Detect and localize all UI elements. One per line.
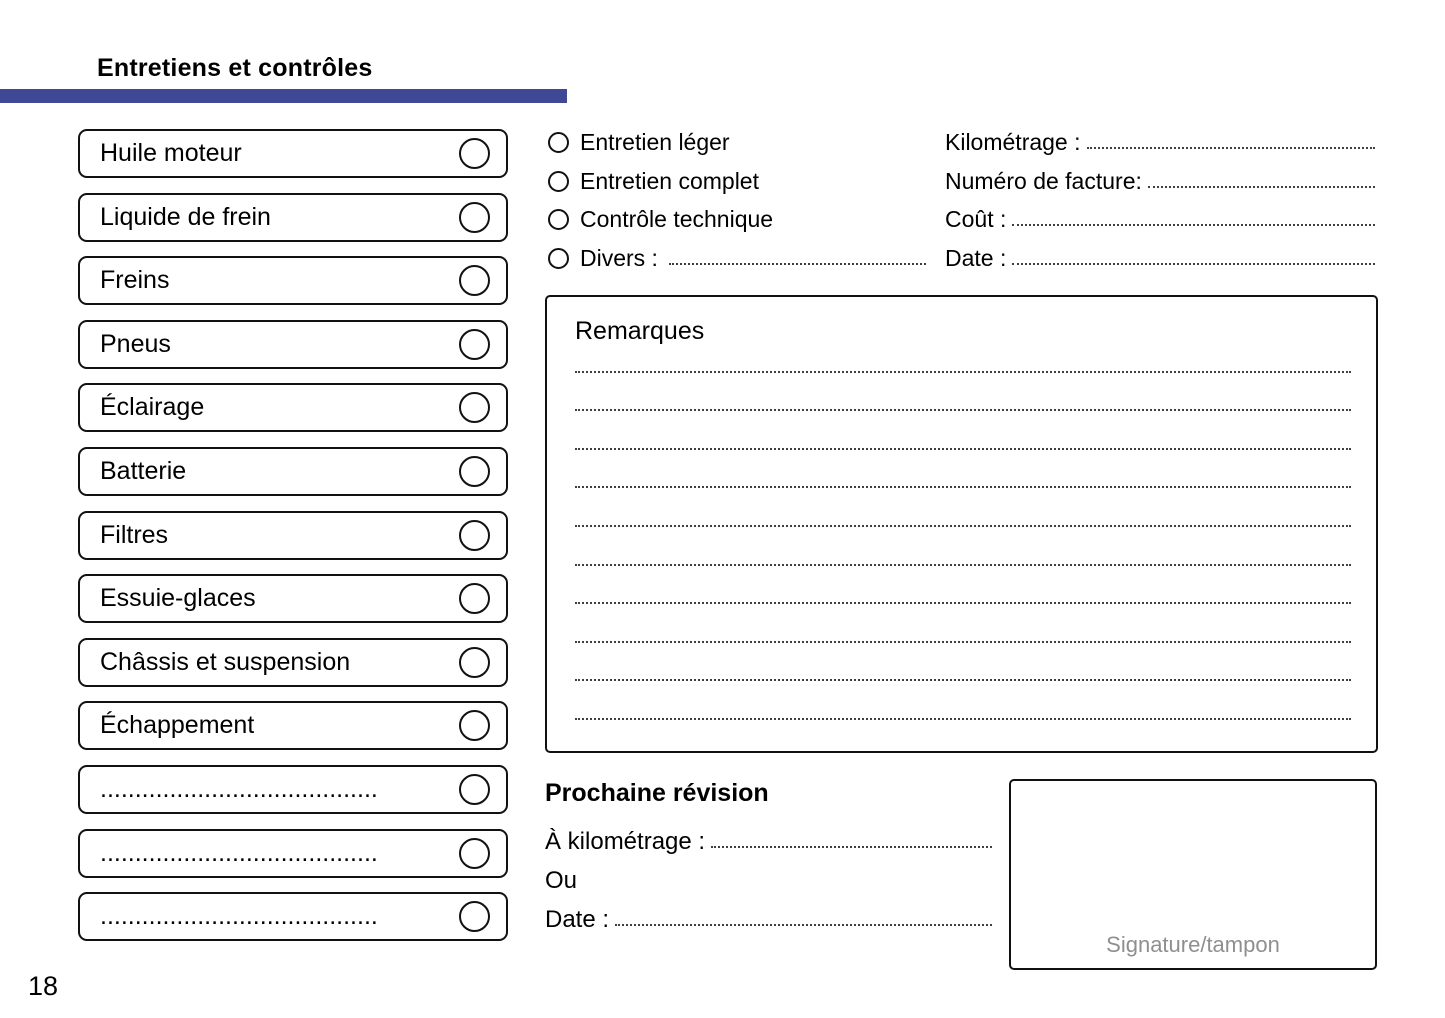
fill-line[interactable] <box>575 681 1351 720</box>
checkbox-circle[interactable] <box>459 265 490 296</box>
detail-field-label: Date : <box>945 244 1007 271</box>
checklist-item <box>78 701 508 750</box>
detail-field-label: Kilométrage : <box>945 128 1081 155</box>
service-type-options <box>548 123 926 278</box>
next-service-date-field <box>545 900 992 939</box>
checkbox-circle[interactable] <box>459 583 490 614</box>
signature-box[interactable] <box>1009 779 1377 970</box>
checkbox-circle[interactable] <box>459 901 490 932</box>
service-type-option <box>548 123 926 162</box>
next-service-date-label: Date : <box>545 905 610 933</box>
checkbox-circle[interactable] <box>459 202 490 233</box>
checklist-item-label[interactable]: ........................................ <box>100 838 378 867</box>
fill-line[interactable] <box>615 913 992 926</box>
checklist-item-label[interactable]: ........................................ <box>100 774 378 803</box>
checklist-item <box>78 511 508 560</box>
checklist-item-blank <box>78 765 508 814</box>
fill-line[interactable] <box>575 334 1351 373</box>
checklist-item <box>78 193 508 242</box>
checklist-item <box>78 320 508 369</box>
fill-line[interactable] <box>575 411 1351 450</box>
radio-circle[interactable] <box>548 132 569 153</box>
checklist-item-label: Châssis et suspension <box>100 647 351 676</box>
detail-field <box>945 123 1375 162</box>
checklist-item-label: Éclairage <box>100 393 205 422</box>
next-service-or <box>545 861 992 900</box>
checkbox-circle[interactable] <box>459 138 490 169</box>
fill-line[interactable] <box>575 604 1351 643</box>
checklist-item-label: Filtres <box>100 520 169 549</box>
fill-line[interactable] <box>575 450 1351 489</box>
checkbox-circle[interactable] <box>459 520 490 551</box>
service-type-label: Contrôle technique <box>580 206 774 233</box>
page-number: 18 <box>28 971 59 1001</box>
checklist-item <box>78 129 508 178</box>
service-type-option <box>548 162 926 201</box>
radio-circle[interactable] <box>548 248 569 269</box>
fill-line[interactable] <box>711 835 992 848</box>
detail-field-label: Numéro de facture: <box>945 167 1142 194</box>
fill-line[interactable] <box>1012 252 1375 265</box>
checkbox-circle[interactable] <box>459 710 490 741</box>
fill-line[interactable] <box>575 488 1351 527</box>
checkbox-circle[interactable] <box>459 329 490 360</box>
checklist-item-label: Pneus <box>100 329 171 358</box>
next-service-km-field <box>545 822 992 861</box>
checkbox-circle[interactable] <box>459 647 490 678</box>
next-service-title: Prochaine révision <box>545 779 769 807</box>
checklist-item-label: Essuie-glaces <box>100 584 256 613</box>
radio-circle[interactable] <box>548 209 569 230</box>
checklist-item-label: Batterie <box>100 456 187 485</box>
invoice-details <box>945 123 1375 278</box>
next-service-km-label: À kilométrage : <box>545 827 706 855</box>
checklist-item <box>78 383 508 432</box>
maintenance-checklist <box>78 129 508 941</box>
checklist-item-label: Huile moteur <box>100 139 242 167</box>
service-type-label: Entretien complet <box>580 167 759 194</box>
checklist-item-label: Échappement <box>100 711 255 740</box>
fill-line[interactable] <box>669 252 926 265</box>
fill-line[interactable] <box>575 643 1351 682</box>
service-type-label: Entretien léger <box>580 128 730 155</box>
fill-line[interactable] <box>575 566 1351 605</box>
page-title: Entretiens et contrôles <box>97 54 373 82</box>
service-type-option-divers <box>548 239 926 278</box>
remarks-box <box>545 295 1378 753</box>
next-service-section <box>545 779 992 939</box>
fill-line[interactable] <box>1087 136 1375 149</box>
accent-bar <box>0 89 567 103</box>
fill-line[interactable] <box>1012 213 1375 226</box>
detail-field <box>945 239 1375 278</box>
checklist-item-label: Freins <box>100 266 170 295</box>
checkbox-circle[interactable] <box>459 838 490 869</box>
checklist-item <box>78 256 508 305</box>
checklist-item <box>78 447 508 496</box>
signature-label: Signature/tampon <box>1106 932 1280 957</box>
remarks-lines <box>575 334 1351 720</box>
checklist-item-label[interactable]: ........................................ <box>100 902 378 931</box>
next-service-or-label: Ou <box>545 866 578 894</box>
checklist-item-label: Liquide de frein <box>100 202 271 231</box>
checklist-item <box>78 574 508 623</box>
service-type-label: Divers : <box>580 244 658 271</box>
fill-line[interactable] <box>575 373 1351 412</box>
checkbox-circle[interactable] <box>459 774 490 805</box>
checklist-item <box>78 638 508 687</box>
checklist-item-blank <box>78 892 508 941</box>
service-type-option <box>548 200 926 239</box>
detail-field-label: Coût : <box>945 206 1007 233</box>
fill-line[interactable] <box>575 527 1351 566</box>
detail-field <box>945 162 1375 201</box>
checkbox-circle[interactable] <box>459 392 490 423</box>
checkbox-circle[interactable] <box>459 456 490 487</box>
radio-circle[interactable] <box>548 171 569 192</box>
detail-field <box>945 200 1375 239</box>
checklist-item-blank <box>78 829 508 878</box>
fill-line[interactable] <box>1148 175 1375 188</box>
remarks-title: Remarques <box>575 317 705 345</box>
